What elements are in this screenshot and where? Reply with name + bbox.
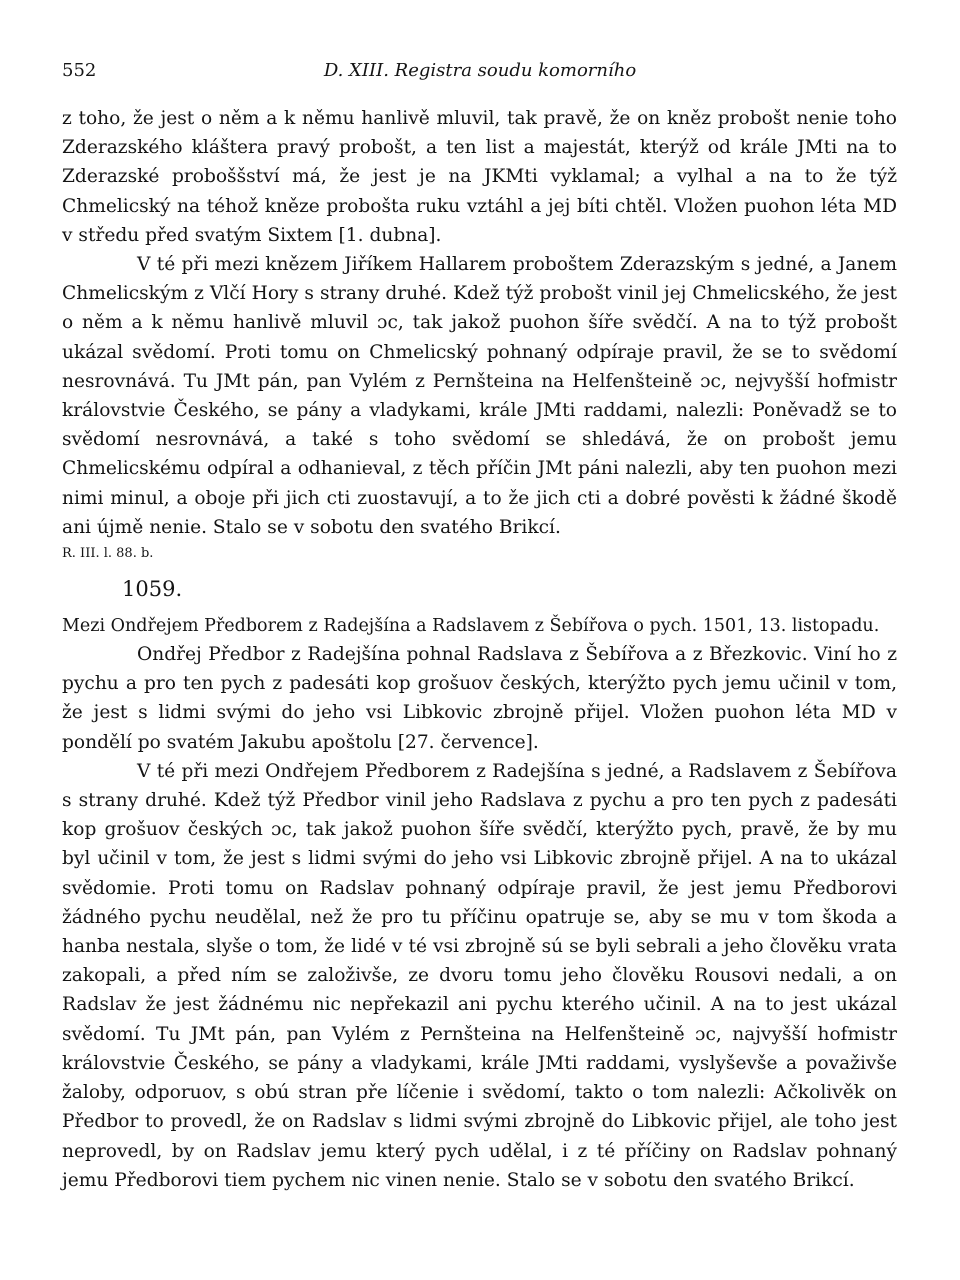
paragraph-summons: Ondřej Předbor z Radejšína pohnal Radslava z Šebířova a z Březkovic. Viní ho z pychu a pro ten pych z padesáti kop grošuov českých, kterýžto pych jemu učinil v tom, že jest s lidmi svými do jeho vsi Libkovic zbrojně přijel. Vložen puohon léta MD v pondělí po svatém Jakubu apoštolu [27. července]. bbox=[62, 644, 897, 753]
page-body bbox=[62, 104, 897, 1195]
paragraph-judgment: V té při mezi Ondřejem Předborem z Radejšína s jedné, a Radslavem z Šebířova s strany druhé. Kdež týž Předbor vinil jeho Radslava z pychu a pro ten pych z padesáti kop grošuov českých ɔc, tak jakož puohon šíře svědčí, kterýžto pych, pravě, že by mu byl učinil v tom, že jest s lidmi svými do jeho vsi Libkovic zbrojně přijel. A na to ukázal svědomie. Proti tomu on Radslav pohnaný odpíraje pravil, že jest jemu Předborovi žádného pychu neudělal, než že pro tu příčinu opatruje se, aby se mu v tom škoda a hanba nestala, slyše o tom, že lidé v té vsi zbrojně sú se byli sebrali a jeho člověku vrata zakopali, a před ním se založivše, ze dvoru tomu jeho člověku Rousovi nedali, a on Radslav že jest žádnému nic nepřekazil ani pychu kterého učinil. A na to jest ukázal svědomí. Tu JMt pán, pan Vylém z Pernšteina na Helfenšteině ɔc, najvyšší hofmistr královstvie Českého, se pány a vladykami, krále JMti raddami, vyslyševše a považivše žaloby, odporuov, s obú stran pře líčenie i svědomí, takto o tom nalezli: Ačkolivěk on Předbor to provedl, že on Radslav s lidmi svými zbrojně do Libkovic přijel, ale toho jest neprovedl, by on Radslav jemu který pych udělal, i z té příčiny on Radslav pohnaný jemu Předborovi tiem pychem nic vinen nenie. Stalo se v sobotu den svatého Brikcí. bbox=[62, 760, 897, 1191]
paragraph-continued: z toho, že jest o něm a k němu hanlivě mluvil, tak pravě, že on kněz probošt nenie toho Zderazského kláštera pravý probošt, a ten list a majestát, kterýž od krále JMti na to Zderazské proboššství má, že jest je na JKMti vyklamal; a vylhal a na to že týž Chmelicský na téhož kněze probošta ruku vztáhl a jej bíti chtěl. Vložen puohon léta MD v středu před svatým Sixtem [1. dubna]. bbox=[62, 108, 897, 246]
document-summary: Mezi Ondřejem Předborem z Radejšína a Radslavem z Šebířova o pych. 1501, 13. listopadu. bbox=[62, 616, 880, 637]
paragraph-verdict: V té při mezi knězem Jiříkem Hallarem proboštem Zderazským s jedné, a Janem Chmelicským z Vlčí Hory s strany druhé. Kdež týž probošt vinil jej Chmelicského, že jest o něm a k němu hanlivě mluvil ɔc, tak jakož puohon šíře svědčí. A na to týž probošt ukázal svědomí. Proti tomu on Chmelicský pohnaný odpíraje pravil, že se to svědomí nesrovnává. Tu JMt pán, pan Vylém z Pernšteina na Helfenšteině ɔc, nejvyšší hofmistr královstvie Českého, se pány a vladykami, krále JMti raddami, nalezli: Poněvadž se to svědomí nesrovnává, a také s toho svědomí se shledává, že on probošt jemu Chmelicskému odpíral a odhanieval, z těch příčin JMt páni nalezli, aby ten puohon mezi nimi minul, a oboje při jich cti zuostavují, a to že jich cti a dobré pověsti k žádné škodě ani újmě nenie. Stalo se v sobotu den svatého Brikcí. bbox=[62, 254, 897, 538]
document-number: 1059. bbox=[122, 577, 183, 602]
page-header bbox=[62, 60, 898, 86]
archival-signature: R. III. l. 88. b. bbox=[62, 546, 154, 562]
running-head: D. XIII. Registra soudu komorního bbox=[323, 60, 637, 81]
page-number: 552 bbox=[62, 60, 97, 81]
